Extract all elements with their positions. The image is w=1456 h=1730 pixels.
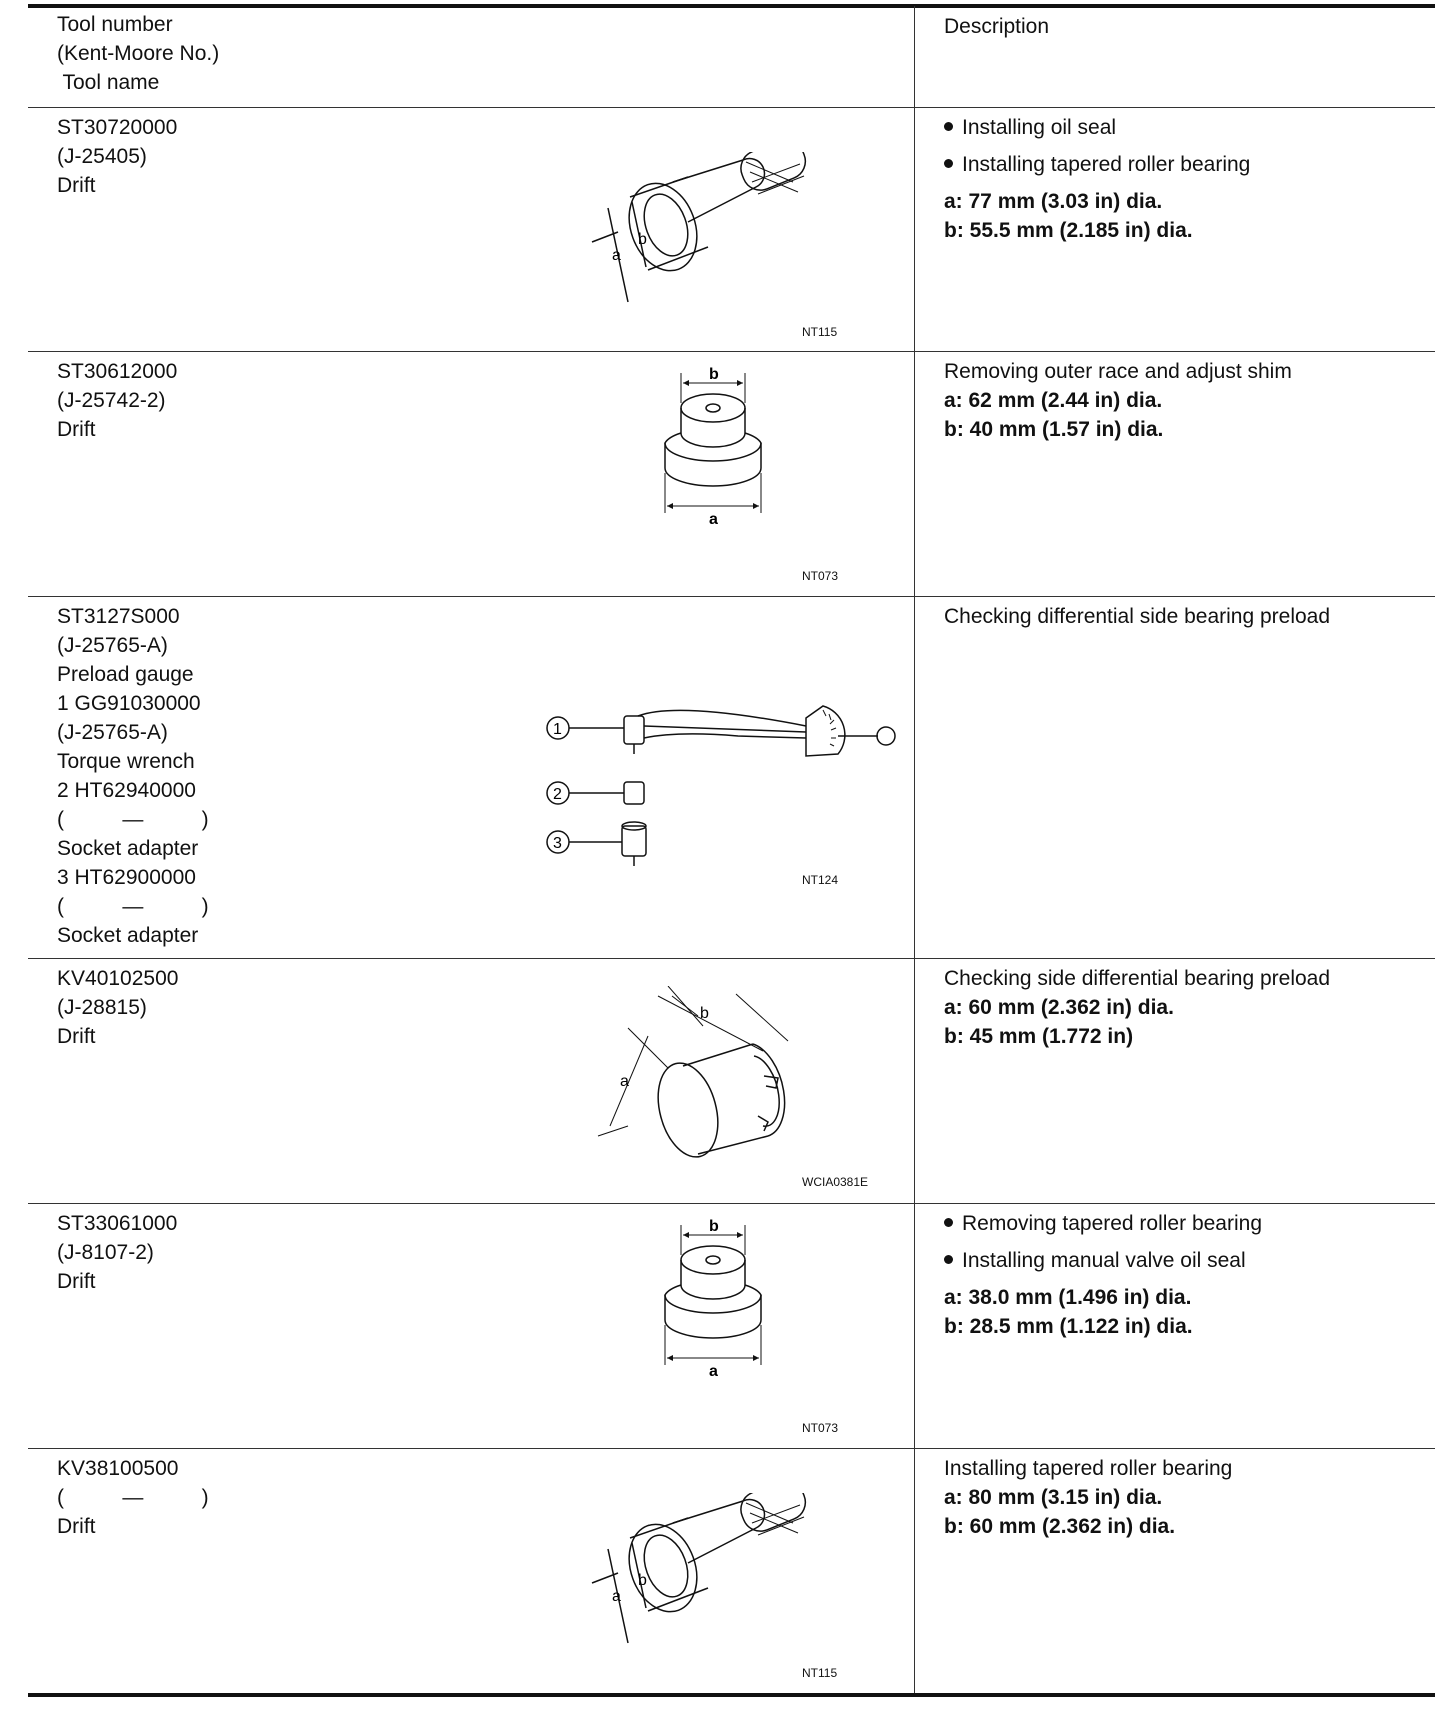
header-line: Tool number [57, 13, 173, 36]
tool-info [57, 1454, 209, 1541]
figure-code: NT115 [802, 1666, 838, 1680]
description-text: Checking side differential bearing preload [944, 967, 1331, 990]
dimension-a: a: 38.0 mm (1.496 in) dia. [944, 1286, 1192, 1309]
tool-description [944, 113, 1424, 245]
tool-name: Preload gauge [57, 663, 194, 686]
header-description-label: Description [944, 15, 1050, 38]
tool-description [944, 602, 1424, 631]
bullet-icon [944, 1218, 953, 1227]
table-bottom-rule [28, 1693, 1435, 1697]
table-row [28, 107, 1435, 352]
tool-name: Drift [57, 174, 96, 197]
kent-moore-number: (J-25765-A) [57, 721, 168, 744]
tool-name: Drift [57, 1270, 96, 1293]
dimension-label-a: a [709, 1363, 718, 1380]
kent-moore-number: ( — ) [57, 895, 209, 918]
drift-slotted-illustration [588, 986, 858, 1186]
tool-description [944, 1209, 1424, 1341]
component-number: 1 GG91030000 [57, 692, 201, 715]
description-bullet [944, 1209, 1424, 1238]
table-row [28, 1448, 1435, 1693]
tool-name: Drift [57, 1025, 96, 1048]
bullet-text: Installing tapered roller bearing [962, 153, 1251, 176]
dimension-b: b: 55.5 mm (2.185 in) dia. [944, 219, 1193, 242]
figure-code: WCIA0381E [802, 1175, 869, 1189]
header-tool-number [57, 10, 219, 97]
dimension-b: b: 40 mm (1.57 in) dia. [944, 418, 1164, 441]
component-name: Socket adapter [57, 837, 199, 860]
kent-moore-number: (J-25405) [57, 145, 147, 168]
tool-number: KV40102500 [57, 967, 179, 990]
tool-description [944, 964, 1424, 1051]
header-line: (Kent-Moore No.) [57, 42, 220, 65]
dimension-b: b: 60 mm (2.362 in) dia. [944, 1515, 1176, 1538]
dimension-label-b: b [709, 366, 719, 383]
tool-info [57, 602, 209, 950]
tool-info [57, 964, 178, 1051]
description-bullet [944, 113, 1424, 142]
tool-info [57, 113, 177, 200]
drift-knurled-illustration [568, 152, 868, 322]
figure-code: NT115 [802, 325, 838, 339]
dimension-a: a: 60 mm (2.362 in) dia. [944, 996, 1174, 1019]
callout-1: 1 [553, 721, 562, 738]
table-row [28, 1203, 1435, 1449]
kent-moore-number: (J-25765-A) [57, 634, 168, 657]
tool-number: ST3127S000 [57, 605, 180, 628]
drift-knurled-illustration [568, 1493, 868, 1663]
kent-moore-number: ( — ) [57, 1486, 209, 1509]
description-bullet [944, 150, 1424, 179]
tool-number: ST33061000 [57, 1212, 178, 1235]
figure-code: NT073 [802, 1421, 839, 1435]
tool-number: ST30612000 [57, 360, 178, 383]
bullet-icon [944, 1255, 953, 1264]
tool-name: Drift [57, 1515, 96, 1538]
dimension-label-a: a [620, 1073, 629, 1090]
tool-description [944, 357, 1424, 444]
callout-2: 2 [553, 786, 562, 803]
description-text: Checking differential side bearing preload [944, 605, 1331, 628]
dimension-label-b: b [709, 1218, 719, 1235]
dimension-label-a: a [612, 247, 621, 264]
dimension-label-b: b [638, 231, 647, 248]
tool-description [944, 1454, 1424, 1541]
table-row [28, 351, 1435, 597]
component-number: 2 HT62940000 [57, 779, 196, 802]
kent-moore-number: (J-8107-2) [57, 1241, 154, 1264]
table-row [28, 596, 1435, 959]
kent-moore-number: ( — ) [57, 808, 209, 831]
header-description [944, 12, 1424, 41]
tool-info [57, 357, 177, 444]
tool-number: ST30720000 [57, 116, 178, 139]
drift-stepped-illustration [638, 363, 788, 563]
description-text: Removing outer race and adjust shim [944, 360, 1292, 383]
dimension-a: a: 62 mm (2.44 in) dia. [944, 389, 1163, 412]
tool-name: Drift [57, 418, 96, 441]
bullet-icon [944, 122, 953, 131]
bullet-text: Removing tapered roller bearing [962, 1212, 1262, 1235]
dimension-a: a: 80 mm (3.15 in) dia. [944, 1486, 1163, 1509]
tool-info [57, 1209, 177, 1296]
component-name: Socket adapter [57, 924, 199, 947]
dimension-label-a: a [612, 1588, 621, 1605]
figure-code: NT124 [802, 873, 839, 887]
figure-code: NT073 [802, 569, 839, 583]
description-bullet [944, 1246, 1424, 1275]
dimension-label-b: b [638, 1572, 647, 1589]
component-number: 3 HT62900000 [57, 866, 196, 889]
dimension-b: b: 45 mm (1.772 in) [944, 1025, 1134, 1048]
bullet-text: Installing manual valve oil seal [962, 1249, 1246, 1272]
kent-moore-number: (J-25742-2) [57, 389, 166, 412]
table-row [28, 958, 1435, 1204]
bullet-text: Installing oil seal [962, 116, 1117, 139]
tool-number: KV38100500 [57, 1457, 179, 1480]
dimension-label-a: a [709, 511, 718, 528]
bullet-icon [944, 159, 953, 168]
dimension-a: a: 77 mm (3.03 in) dia. [944, 190, 1163, 213]
kent-moore-number: (J-28815) [57, 996, 147, 1019]
callout-3: 3 [553, 835, 562, 852]
drift-stepped-illustration [638, 1215, 788, 1415]
description-text: Installing tapered roller bearing [944, 1457, 1233, 1480]
header-line: Tool name [57, 71, 160, 94]
component-name: Torque wrench [57, 750, 195, 773]
preload-gauge-illustration [538, 676, 908, 866]
dimension-b: b: 28.5 mm (1.122 in) dia. [944, 1315, 1193, 1338]
table-header-row [28, 6, 1435, 108]
dimension-label-b: b [700, 1005, 709, 1022]
